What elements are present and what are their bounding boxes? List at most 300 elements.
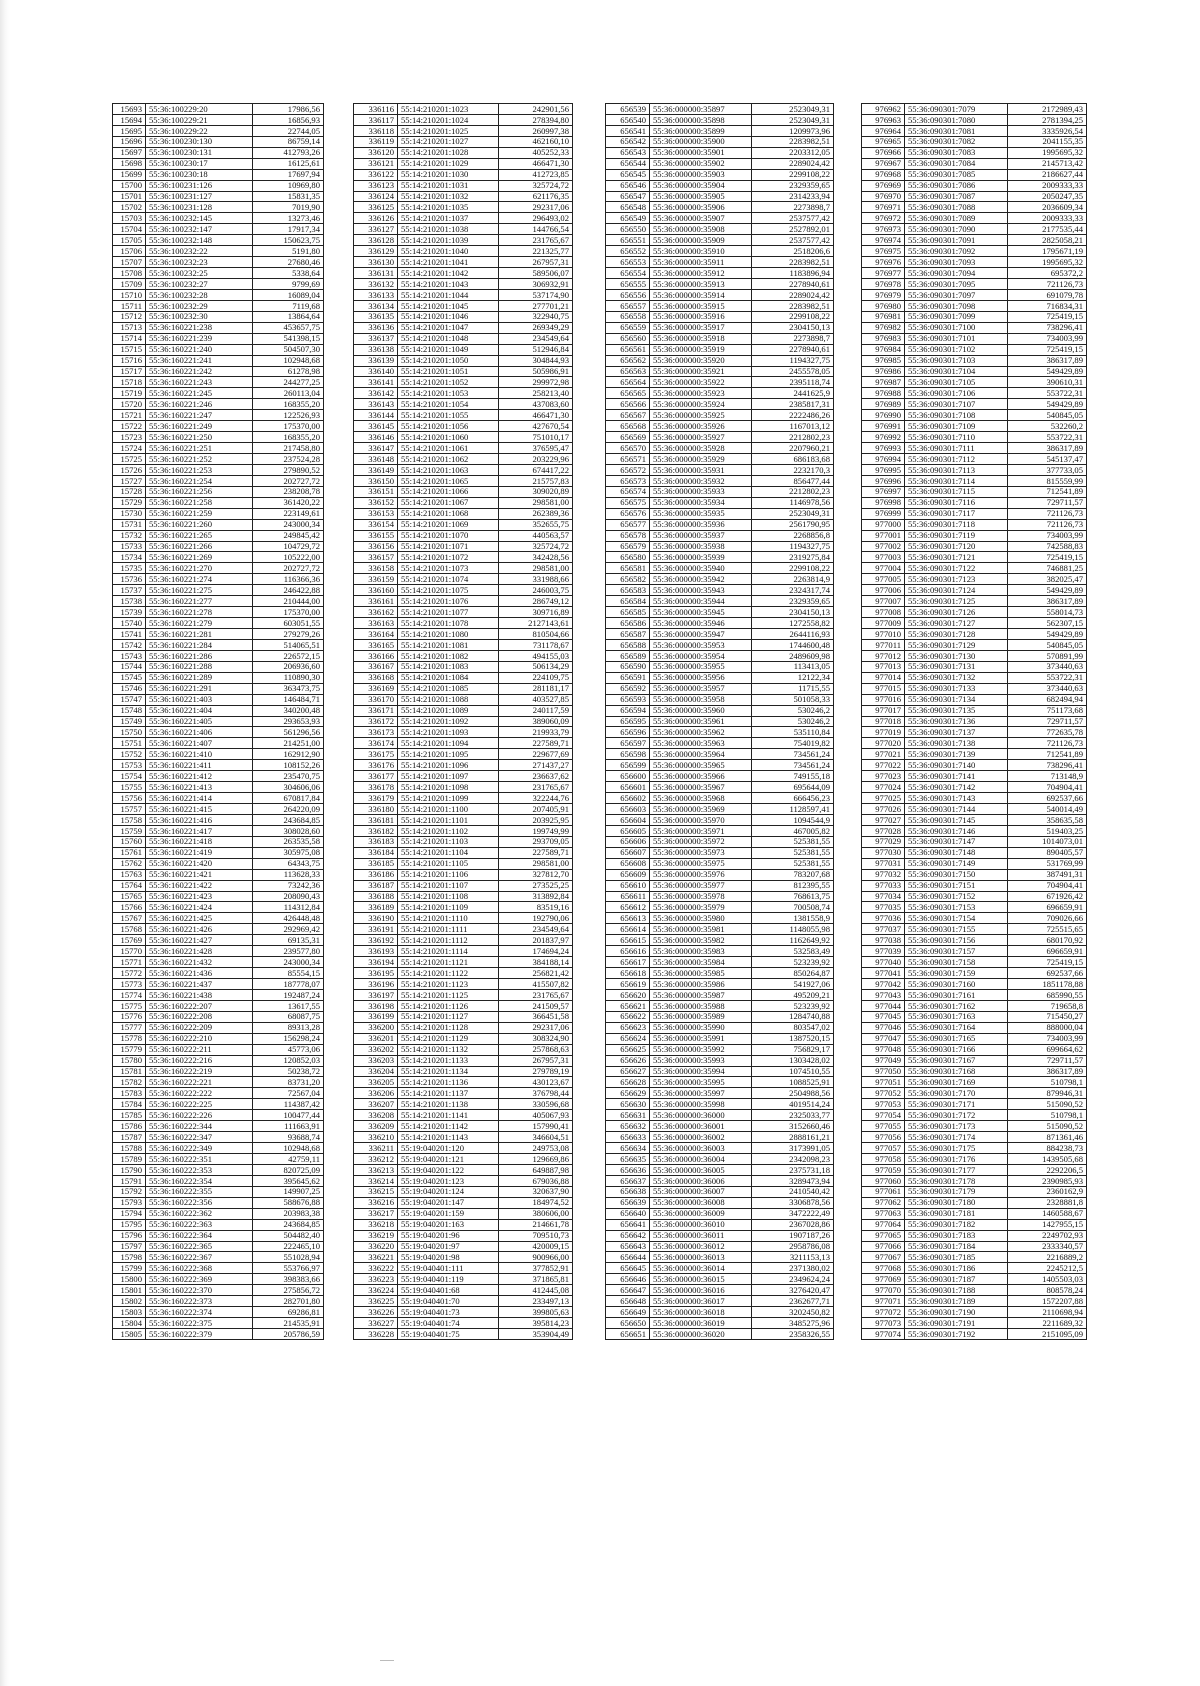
cadastral-value: 2289024,42 [752, 158, 834, 169]
cadastral-value: 205786,59 [253, 1329, 324, 1340]
cadastral-value: 2371380,02 [752, 1263, 834, 1274]
cadastral-number: 55:14:210201:1073 [398, 563, 499, 574]
table-row [862, 1154, 1087, 1165]
cadastral-value: 850264,87 [752, 968, 834, 979]
cadastral-value: 12122,34 [752, 672, 834, 683]
table-row [606, 136, 834, 147]
cadastral-value: 13864,64 [253, 311, 324, 322]
cadastral-number: 55:36:160221:240 [146, 344, 253, 355]
row-number: 656557 [606, 300, 650, 311]
cadastral-value: 3152660,46 [752, 1121, 834, 1132]
row-number: 656547 [606, 191, 650, 202]
cadastral-number: 55:14:210201:1062 [398, 454, 499, 465]
table-row [354, 1241, 573, 1252]
table-row [113, 869, 324, 880]
row-number: 977058 [862, 1154, 905, 1165]
table-row [113, 311, 324, 322]
cadastral-value: 366451,58 [499, 1011, 573, 1022]
cadastral-value: 2127143,61 [499, 618, 573, 629]
cadastral-value: 888000,04 [1008, 1022, 1087, 1033]
table-row [113, 1219, 324, 1230]
cadastral-number: 55:36:090301:7088 [905, 202, 1008, 213]
row-number: 15780 [113, 1055, 146, 1066]
cadastral-value: 440563,57 [499, 530, 573, 541]
table-row [354, 268, 573, 279]
cadastral-value: 515090,52 [1008, 1099, 1087, 1110]
table-row [354, 1274, 573, 1285]
table-row [862, 825, 1087, 836]
cadastral-number: 55:14:210201:1104 [398, 847, 499, 858]
cadastral-value: 1209973,96 [752, 125, 834, 136]
cadastral-number: 55:36:000000:35898 [650, 114, 752, 125]
cadastral-number: 55:36:000000:36009 [650, 1208, 752, 1219]
cadastral-number: 55:36:000000:36020 [650, 1329, 752, 1340]
table-row [354, 989, 573, 1000]
cadastral-number: 55:36:160221:252 [146, 454, 253, 465]
cadastral-value: 692537,66 [1008, 968, 1087, 979]
cadastral-number: 55:36:090301:7103 [905, 355, 1008, 366]
table-row [113, 1121, 324, 1132]
cadastral-value: 327812,70 [499, 869, 573, 880]
row-number: 656629 [606, 1088, 650, 1099]
cadastral-value: 2211689,32 [1008, 1318, 1087, 1329]
row-number: 15724 [113, 443, 146, 454]
table-row [606, 979, 834, 990]
cadastral-value: 501058,33 [752, 694, 834, 705]
cadastral-value: 111663,91 [253, 1121, 324, 1132]
row-number: 656649 [606, 1307, 650, 1318]
cadastral-value: 2249702,93 [1008, 1230, 1087, 1241]
cadastral-value: 277701,21 [499, 300, 573, 311]
row-number: 336167 [354, 661, 398, 672]
row-number: 15729 [113, 497, 146, 508]
row-number: 656587 [606, 629, 650, 640]
cadastral-value: 376595,47 [499, 443, 573, 454]
row-number: 656614 [606, 924, 650, 935]
cadastral-number: 55:36:090301:7183 [905, 1230, 1008, 1241]
cadastral-number: 55:36:090301:7170 [905, 1088, 1008, 1099]
row-number: 656628 [606, 1077, 650, 1088]
cadastral-value: 3306878,56 [752, 1197, 834, 1208]
table-row [862, 322, 1087, 333]
cadastral-number: 55:36:100230:17 [146, 158, 253, 169]
table-row [606, 683, 834, 694]
cadastral-number: 55:36:000000:35926 [650, 421, 752, 432]
cadastral-value: 699664,62 [1008, 1044, 1087, 1055]
table-row [606, 957, 834, 968]
cadastral-number: 55:36:090301:7131 [905, 661, 1008, 672]
row-number: 656580 [606, 552, 650, 563]
row-number: 656648 [606, 1296, 650, 1307]
table-row [606, 650, 834, 661]
cadastral-number: 55:14:210201:1038 [398, 224, 499, 235]
cadastral-number: 55:36:160222:210 [146, 1033, 253, 1044]
row-number: 977006 [862, 585, 905, 596]
cadastral-value: 114387,42 [253, 1099, 324, 1110]
cadastral-number: 55:36:000000:35902 [650, 158, 752, 169]
row-number: 336175 [354, 749, 398, 760]
cadastral-number: 55:19:040201:97 [398, 1241, 499, 1252]
table-row [354, 1055, 573, 1066]
table-row [862, 355, 1087, 366]
cadastral-number: 55:36:090301:7140 [905, 760, 1008, 771]
cadastral-number: 55:36:100232:29 [146, 300, 253, 311]
cadastral-value: 2177535,44 [1008, 224, 1087, 235]
table-row [606, 749, 834, 760]
cadastral-value: 1907187,26 [752, 1230, 834, 1241]
row-number: 15733 [113, 541, 146, 552]
table-row [606, 1252, 834, 1263]
row-number: 336138 [354, 344, 398, 355]
cadastral-value: 217458,80 [253, 443, 324, 454]
cadastral-value: 3472222,49 [752, 1208, 834, 1219]
table-row [354, 1011, 573, 1022]
row-number: 977055 [862, 1121, 905, 1132]
cadastral-number: 55:36:000000:35979 [650, 902, 752, 913]
row-number: 976988 [862, 388, 905, 399]
cadastral-number: 55:36:000000:35981 [650, 924, 752, 935]
cadastral-value: 206936,60 [253, 661, 324, 672]
table-row [862, 607, 1087, 618]
cadastral-value: 202727,72 [253, 563, 324, 574]
table-row [354, 1175, 573, 1186]
cadastral-value: 541927,06 [752, 979, 834, 990]
cadastral-number: 55:14:210201:1065 [398, 475, 499, 486]
cadastral-value: 2041155,35 [1008, 136, 1087, 147]
table-row [862, 1241, 1087, 1252]
row-number: 656546 [606, 180, 650, 191]
row-number: 656573 [606, 475, 650, 486]
cadastral-number: 55:36:160222:355 [146, 1186, 253, 1197]
cadastral-value: 17917,34 [253, 224, 324, 235]
table-row [113, 169, 324, 180]
cadastral-number: 55:36:090301:7102 [905, 344, 1008, 355]
table-row [606, 596, 834, 607]
table-row [113, 672, 324, 683]
table-row [606, 814, 834, 825]
cadastral-number: 55:14:210201:1070 [398, 530, 499, 541]
cadastral-value: 61278,98 [253, 366, 324, 377]
table-row [354, 114, 573, 125]
table-row [862, 968, 1087, 979]
cadastral-number: 55:36:000000:35986 [650, 979, 752, 990]
table-row [354, 705, 573, 716]
table-row [113, 607, 324, 618]
row-number: 977016 [862, 694, 905, 705]
table-row [862, 1044, 1087, 1055]
table-row [113, 979, 324, 990]
cadastral-number: 55:14:210201:1114 [398, 946, 499, 957]
row-number: 336214 [354, 1175, 398, 1186]
table-row [354, 421, 573, 432]
row-number: 656617 [606, 957, 650, 968]
cadastral-value: 221325,77 [499, 246, 573, 257]
table-row [113, 618, 324, 629]
cadastral-value: 2263814,9 [752, 574, 834, 585]
cadastral-number: 55:14:210201:1121 [398, 957, 499, 968]
table-row [354, 125, 573, 136]
table-row [606, 399, 834, 410]
row-number: 15787 [113, 1132, 146, 1143]
table-row [354, 661, 573, 672]
cadastral-number: 55:36:090301:7126 [905, 607, 1008, 618]
row-number: 656626 [606, 1055, 650, 1066]
cadastral-number: 55:19:040401:70 [398, 1296, 499, 1307]
cadastral-value: 373440,63 [1008, 661, 1087, 672]
row-number: 656625 [606, 1044, 650, 1055]
cadastral-value: 3485275,96 [752, 1318, 834, 1329]
cadastral-value: 305975,08 [253, 847, 324, 858]
table-row [862, 738, 1087, 749]
cadastral-value: 249845,42 [253, 530, 324, 541]
cadastral-value: 227589,71 [499, 738, 573, 749]
table-row [354, 486, 573, 497]
cadastral-number: 55:36:000000:35918 [650, 333, 752, 344]
cadastral-value: 427670,54 [499, 421, 573, 432]
row-number: 656545 [606, 169, 650, 180]
row-number: 336157 [354, 552, 398, 563]
table-row [354, 891, 573, 902]
row-number: 336162 [354, 607, 398, 618]
cadastral-number: 55:36:160221:278 [146, 607, 253, 618]
cadastral-value: 156298,24 [253, 1033, 324, 1044]
cadastral-value: 2537577,42 [752, 235, 834, 246]
table-row [862, 279, 1087, 290]
table-row [354, 508, 573, 519]
cadastral-value: 9799,69 [253, 279, 324, 290]
table-row [354, 935, 573, 946]
table-row [606, 727, 834, 738]
row-number: 336123 [354, 180, 398, 191]
cadastral-value: 2314233,94 [752, 191, 834, 202]
row-number: 15793 [113, 1197, 146, 1208]
cadastral-number: 55:36:160221:417 [146, 825, 253, 836]
cadastral-number: 55:36:090301:7149 [905, 858, 1008, 869]
cadastral-value: 467005,82 [752, 825, 834, 836]
table-row [606, 946, 834, 957]
cadastral-number: 55:36:000000:35968 [650, 793, 752, 804]
cadastral-number: 55:36:090301:7152 [905, 891, 1008, 902]
table-row [606, 1143, 834, 1154]
row-number: 977051 [862, 1077, 905, 1088]
cadastral-value: 495209,21 [752, 989, 834, 1000]
table-row [606, 1197, 834, 1208]
cadastral-value: 721126,73 [1008, 738, 1087, 749]
table-row [862, 672, 1087, 683]
cadastral-value: 2375731,18 [752, 1164, 834, 1175]
row-number: 336134 [354, 300, 398, 311]
cadastral-value: 504507,30 [253, 344, 324, 355]
table-row [113, 300, 324, 311]
cadastral-number: 55:36:090301:7092 [905, 246, 1008, 257]
table-row [606, 541, 834, 552]
row-number: 656607 [606, 847, 650, 858]
row-number: 15704 [113, 224, 146, 235]
cadastral-number: 55:36:090301:7098 [905, 300, 1008, 311]
row-number: 976995 [862, 464, 905, 475]
cadastral-number: 55:36:090301:7167 [905, 1055, 1008, 1066]
cadastral-value: 1094544,9 [752, 814, 834, 825]
table-row [354, 1154, 573, 1165]
cadastral-number: 55:36:000000:35945 [650, 607, 752, 618]
row-number: 977045 [862, 1011, 905, 1022]
row-number: 656593 [606, 694, 650, 705]
cadastral-value: 395814,23 [499, 1318, 573, 1329]
table-row [862, 344, 1087, 355]
row-number: 336127 [354, 224, 398, 235]
table-row [606, 661, 834, 672]
cadastral-number: 55:14:210201:1103 [398, 836, 499, 847]
table-row [354, 727, 573, 738]
table-row [606, 486, 834, 497]
row-number: 336171 [354, 705, 398, 716]
row-number: 656621 [606, 1000, 650, 1011]
cadastral-value: 746881,25 [1008, 563, 1087, 574]
cadastral-number: 55:36:000000:35904 [650, 180, 752, 191]
table-row [862, 771, 1087, 782]
cadastral-value: 309020,89 [499, 486, 573, 497]
cadastral-number: 55:36:000000:35914 [650, 289, 752, 300]
cadastral-value: 1460588,67 [1008, 1208, 1087, 1219]
table-row [113, 519, 324, 530]
cadastral-number: 55:36:160221:412 [146, 771, 253, 782]
table-row [113, 924, 324, 935]
row-number: 15728 [113, 486, 146, 497]
cadastral-number: 55:14:210201:1075 [398, 585, 499, 596]
cadastral-number: 55:36:090301:7115 [905, 486, 1008, 497]
cadastral-number: 55:36:090301:7160 [905, 979, 1008, 990]
row-number: 656586 [606, 618, 650, 629]
cadastral-number: 55:14:210201:1081 [398, 639, 499, 650]
row-number: 336196 [354, 979, 398, 990]
row-number: 656571 [606, 454, 650, 465]
table-row [113, 475, 324, 486]
cadastral-value: 426448,48 [253, 913, 324, 924]
cadastral-value: 199749,99 [499, 825, 573, 836]
cadastral-number: 55:36:000000:35978 [650, 891, 752, 902]
table-row [862, 760, 1087, 771]
cadastral-value: 2537577,42 [752, 213, 834, 224]
table-column-4 [861, 103, 1087, 1340]
row-number: 15718 [113, 377, 146, 388]
cadastral-number: 55:14:210201:1110 [398, 913, 499, 924]
table-row [862, 224, 1087, 235]
table-row [606, 1055, 834, 1066]
table-row [113, 749, 324, 760]
row-number: 15700 [113, 180, 146, 191]
cadastral-value: 298581,00 [499, 497, 573, 508]
table-row [354, 639, 573, 650]
cadastral-number: 55:36:090301:7186 [905, 1263, 1008, 1274]
cadastral-value: 721126,73 [1008, 279, 1087, 290]
row-number: 656613 [606, 913, 650, 924]
cadastral-number: 55:36:090301:7181 [905, 1208, 1008, 1219]
cadastral-value: 102948,68 [253, 1143, 324, 1154]
cadastral-value: 208090,43 [253, 891, 324, 902]
row-number: 15745 [113, 672, 146, 683]
cadastral-number: 55:36:000000:36011 [650, 1230, 752, 1241]
row-number: 15754 [113, 771, 146, 782]
cadastral-number: 55:14:210201:1083 [398, 661, 499, 672]
row-number: 976976 [862, 257, 905, 268]
cadastral-number: 55:36:160222:344 [146, 1121, 253, 1132]
table-row [862, 1066, 1087, 1077]
table-row [606, 443, 834, 454]
cadastral-value: 682494,94 [1008, 694, 1087, 705]
cadastral-number: 55:36:090301:7129 [905, 639, 1008, 650]
table-row [606, 836, 834, 847]
cadastral-value: 2324317,74 [752, 585, 834, 596]
row-number: 336219 [354, 1230, 398, 1241]
row-number: 977034 [862, 891, 905, 902]
table-row [862, 618, 1087, 629]
cadastral-value: 532583,49 [752, 946, 834, 957]
row-number: 15723 [113, 432, 146, 443]
row-number: 15762 [113, 858, 146, 869]
row-number: 977066 [862, 1241, 905, 1252]
row-number: 336216 [354, 1197, 398, 1208]
cadastral-value: 298581,00 [499, 563, 573, 574]
table-row [862, 235, 1087, 246]
table-row [113, 694, 324, 705]
table-row [862, 1099, 1087, 1110]
cadastral-value: 523239,92 [752, 1000, 834, 1011]
table-row [606, 530, 834, 541]
cadastral-value: 803547,02 [752, 1022, 834, 1033]
row-number: 976971 [862, 202, 905, 213]
cadastral-number: 55:36:160221:422 [146, 880, 253, 891]
cadastral-value: 389060,09 [499, 716, 573, 727]
cadastral-value: 1194327,75 [752, 355, 834, 366]
cadastral-number: 55:36:090301:7169 [905, 1077, 1008, 1088]
table-row [862, 880, 1087, 891]
cadastral-number: 55:36:160221:247 [146, 410, 253, 421]
cadastral-number: 55:36:160222:356 [146, 1197, 253, 1208]
row-number: 656632 [606, 1121, 650, 1132]
table-row [862, 727, 1087, 738]
cadastral-number: 55:14:210201:1092 [398, 716, 499, 727]
cadastral-number: 55:19:040201:96 [398, 1230, 499, 1241]
row-number: 656647 [606, 1285, 650, 1296]
cadastral-value: 1183896,94 [752, 268, 834, 279]
cadastral-number: 55:36:090301:7192 [905, 1329, 1008, 1340]
cadastral-number: 55:36:160221:405 [146, 716, 253, 727]
cadastral-value: 2523049,31 [752, 114, 834, 125]
cadastral-value: 2245212,5 [1008, 1263, 1087, 1274]
cadastral-value: 243000,34 [253, 957, 324, 968]
cadastral-value: 674417,22 [499, 464, 573, 475]
table-row [606, 804, 834, 815]
cadastral-value: 412793,26 [253, 147, 324, 158]
cadastral-value: 1427955,15 [1008, 1219, 1087, 1230]
row-number: 336177 [354, 771, 398, 782]
cadastral-value: 815559,99 [1008, 475, 1087, 486]
table-row [862, 804, 1087, 815]
table-row [113, 957, 324, 968]
cadastral-number: 55:14:210201:1129 [398, 1033, 499, 1044]
table-row [862, 158, 1087, 169]
table-row [606, 1318, 834, 1329]
table-row [606, 508, 834, 519]
row-number: 977025 [862, 793, 905, 804]
scan-edge-shadow [0, 0, 10, 1686]
cadastral-number: 55:36:090301:7114 [905, 475, 1008, 486]
row-number: 15705 [113, 235, 146, 246]
cadastral-number: 55:36:160221:407 [146, 738, 253, 749]
cadastral-value: 231765,67 [499, 989, 573, 1000]
row-number: 336164 [354, 629, 398, 640]
cadastral-value: 695644,09 [752, 782, 834, 793]
